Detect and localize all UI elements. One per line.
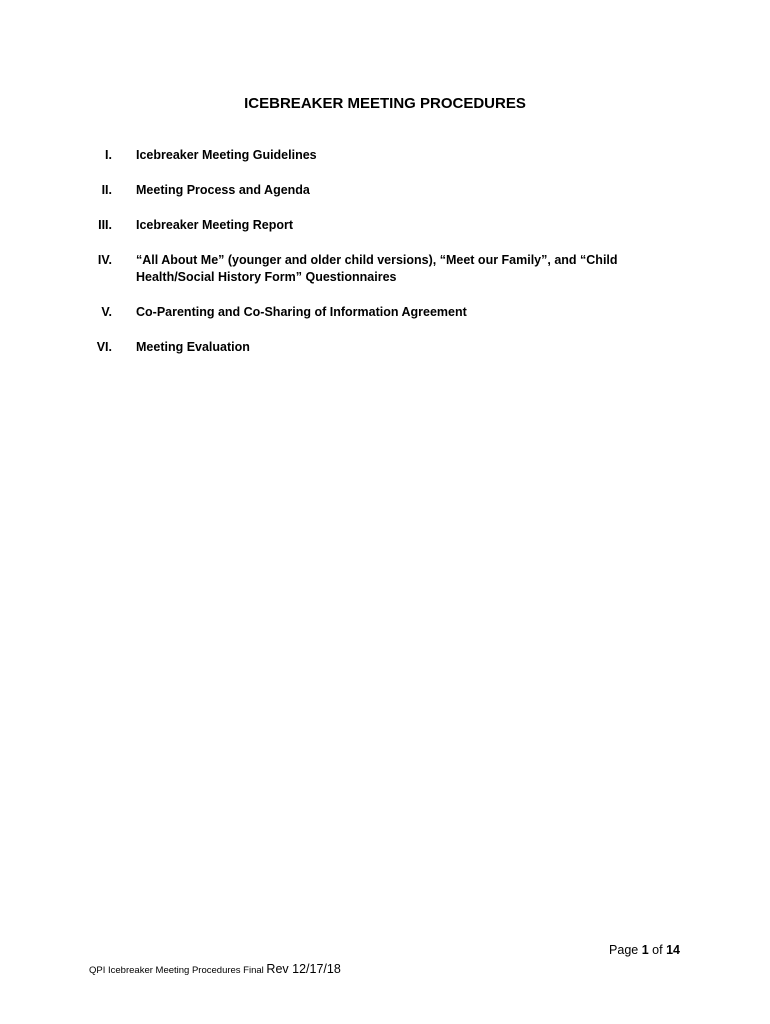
page-number: [609, 943, 680, 957]
toc-item: [0, 217, 770, 234]
toc-numeral: I.: [105, 148, 112, 162]
page-number-current: 1: [641, 943, 649, 957]
page-number-separator: of: [652, 943, 663, 957]
document-title: ICEBREAKER MEETING PROCEDURES: [244, 95, 526, 112]
toc-text: Icebreaker Meeting Report: [136, 218, 293, 232]
toc-numeral: VI.: [96, 340, 112, 354]
footer-revision: Rev 12/17/18: [266, 962, 341, 976]
toc-item: [0, 339, 770, 356]
page-footer: [89, 962, 341, 976]
toc-item: [0, 252, 770, 286]
toc-numeral: II.: [101, 183, 112, 197]
toc-text: Co-Parenting and Co-Sharing of Information Agreement: [136, 305, 467, 319]
toc-numeral: IV.: [97, 253, 112, 267]
footer-text: QPI Icebreaker Meeting Procedures Final: [89, 965, 264, 976]
toc-item: [0, 147, 770, 164]
table-of-contents: [0, 147, 770, 374]
toc-text: Meeting Evaluation: [136, 340, 250, 354]
toc-text: Icebreaker Meeting Guidelines: [136, 148, 317, 162]
toc-text: “All About Me” (younger and older child versions), “Meet our Family”, and “Child Health/Social History Form” Questionnaires: [136, 253, 618, 284]
toc-numeral: V.: [101, 305, 112, 319]
toc-item: [0, 182, 770, 199]
toc-numeral: III.: [98, 218, 112, 232]
page-number-total: 14: [666, 943, 680, 957]
page-number-prefix: Page: [609, 943, 639, 957]
toc-item: [0, 304, 770, 321]
toc-text: Meeting Process and Agenda: [136, 183, 310, 197]
